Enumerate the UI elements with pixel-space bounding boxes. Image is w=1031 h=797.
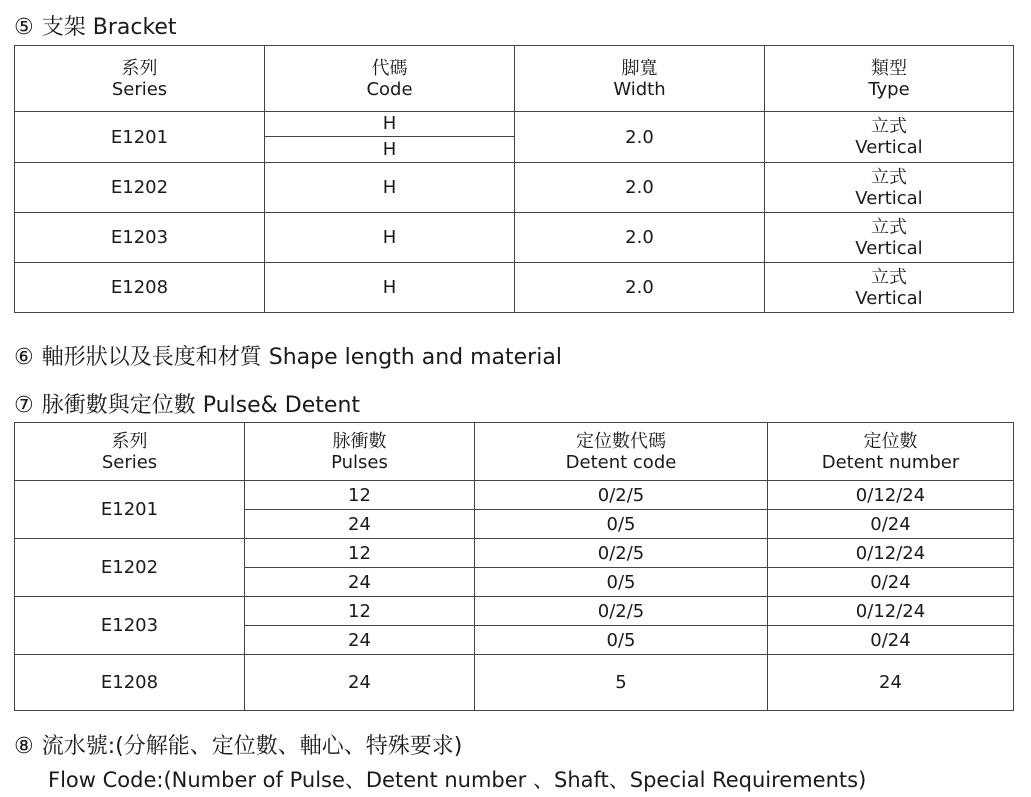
section-6-heading bbox=[14, 344, 562, 372]
detent-number-cell: 0/12/24 bbox=[768, 539, 1014, 568]
detent-code-cell: 0/2/5 bbox=[475, 597, 768, 626]
bracket-type-cell: 立式 Vertical bbox=[765, 112, 1014, 163]
pulse-header-detent-code: 定位數代碼 Detent code bbox=[475, 423, 768, 481]
bracket-header-code: 代碼 Code bbox=[265, 46, 515, 112]
pulse-header-row bbox=[15, 423, 1014, 481]
detent-code-cell: 5 bbox=[475, 655, 768, 711]
pulse-header-detent-number: 定位數 Detent number bbox=[768, 423, 1014, 481]
pulses-cell: 24 bbox=[245, 655, 475, 711]
bracket-series-cell: E1202 bbox=[15, 163, 265, 213]
pulses-cell: 24 bbox=[245, 568, 475, 597]
table-row bbox=[15, 481, 1014, 510]
section-8-number: ⑧ bbox=[14, 734, 34, 759]
table-row bbox=[15, 112, 1014, 163]
pulse-series-cell: E1208 bbox=[15, 655, 245, 711]
pulses-cell: 12 bbox=[245, 539, 475, 568]
section-8-heading bbox=[14, 733, 462, 761]
bracket-code-cell: H bbox=[265, 213, 515, 263]
bracket-code-cell: H bbox=[265, 163, 515, 213]
bracket-header-type: 類型 Type bbox=[765, 46, 1014, 112]
section-5-number: ⑤ bbox=[14, 15, 34, 40]
detent-code-cell: 0/5 bbox=[475, 568, 768, 597]
table-row bbox=[15, 539, 1014, 568]
detent-number-cell: 0/24 bbox=[768, 626, 1014, 655]
section-7-title: 脉衝數與定位數 Pulse& Detent bbox=[41, 393, 361, 418]
detent-number-cell: 0/24 bbox=[768, 510, 1014, 539]
detent-number-cell: 0/24 bbox=[768, 568, 1014, 597]
pulse-series-cell: E1203 bbox=[15, 597, 245, 655]
bracket-code-cell: H bbox=[265, 263, 515, 313]
pulse-detent-table bbox=[14, 422, 1014, 711]
detent-number-cell: 24 bbox=[768, 655, 1014, 711]
bracket-type-cell: 立式 Vertical bbox=[765, 213, 1014, 263]
bracket-width-cell: 2.0 bbox=[515, 112, 765, 163]
bracket-width-cell: 2.0 bbox=[515, 263, 765, 313]
bracket-code-cell: H H bbox=[265, 112, 515, 163]
bracket-header-width: 脚寬 Width bbox=[515, 46, 765, 112]
section-8-title: 流水號:(分解能、定位數、軸心、特殊要求) bbox=[41, 734, 463, 759]
pulses-cell: 12 bbox=[245, 481, 475, 510]
bracket-series-cell: E1208 bbox=[15, 263, 265, 313]
bracket-width-cell: 2.0 bbox=[515, 213, 765, 263]
bracket-width-cell: 2.0 bbox=[515, 163, 765, 213]
detent-code-cell: 0/2/5 bbox=[475, 539, 768, 568]
pulse-series-cell: E1201 bbox=[15, 481, 245, 539]
detent-code-cell: 0/2/5 bbox=[475, 481, 768, 510]
table-row bbox=[15, 263, 1014, 313]
pulse-header-series: 系列 Series bbox=[15, 423, 245, 481]
pulse-series-cell: E1202 bbox=[15, 539, 245, 597]
table-row bbox=[15, 597, 1014, 626]
pulses-cell: 24 bbox=[245, 626, 475, 655]
table-row bbox=[15, 163, 1014, 213]
flow-code-text: Flow Code:(Number of Pulse、Detent number 、Shaft、Special Requirements) bbox=[48, 768, 867, 792]
pulse-header-pulses: 脉衝數 Pulses bbox=[245, 423, 475, 481]
bracket-header-series: 系列 Series bbox=[15, 46, 265, 112]
bracket-series-cell: E1201 bbox=[15, 112, 265, 163]
table-row bbox=[15, 655, 1014, 711]
bracket-table bbox=[14, 45, 1014, 313]
bracket-series-cell: E1203 bbox=[15, 213, 265, 263]
detent-code-cell: 0/5 bbox=[475, 626, 768, 655]
detent-number-cell: 0/12/24 bbox=[768, 481, 1014, 510]
section-6-title: 軸形狀以及長度和材質 Shape length and material bbox=[41, 345, 562, 370]
section-5-heading bbox=[14, 14, 177, 42]
table-row bbox=[15, 213, 1014, 263]
section-6-number: ⑥ bbox=[14, 345, 34, 370]
bracket-type-cell: 立式 Vertical bbox=[765, 163, 1014, 213]
bracket-type-cell: 立式 Vertical bbox=[765, 263, 1014, 313]
pulses-cell: 12 bbox=[245, 597, 475, 626]
section-5-title: 支架 Bracket bbox=[41, 15, 177, 40]
pulses-cell: 24 bbox=[245, 510, 475, 539]
detent-code-cell: 0/5 bbox=[475, 510, 768, 539]
bracket-header-row bbox=[15, 46, 1014, 112]
detent-number-cell: 0/12/24 bbox=[768, 597, 1014, 626]
section-7-number: ⑦ bbox=[14, 393, 34, 418]
section-7-heading bbox=[14, 392, 360, 420]
